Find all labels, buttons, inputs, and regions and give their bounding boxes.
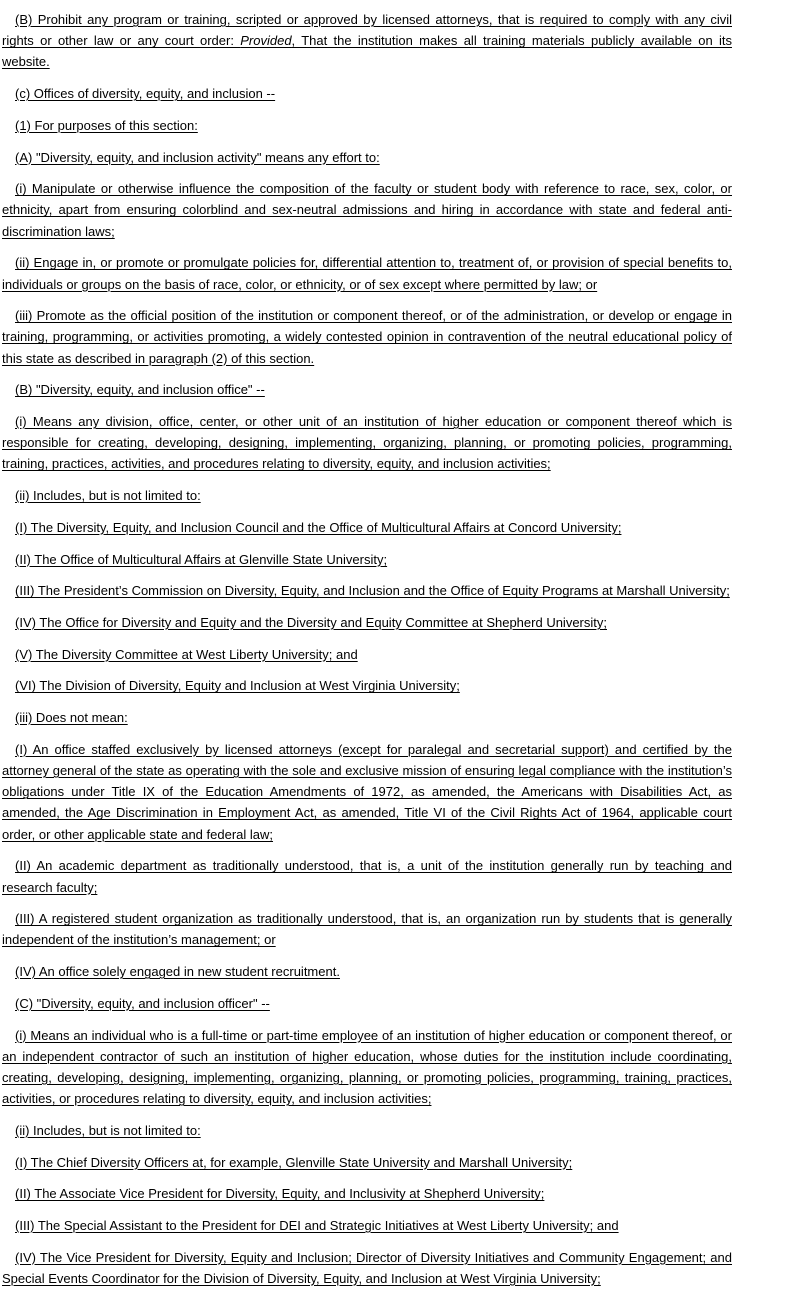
paragraph: (ii) Includes, but is not limited to: xyxy=(15,1122,201,1138)
list-item: (III) A registered student organization as traditionally understood, that is, an organization run by students that is generally independent of the institution’s management; or xyxy=(2,911,732,948)
definition-dei-activity-heading: (A) "Diversity, equity, and inclusion activity" means any effort to: xyxy=(15,149,380,165)
list-item: (IV) The Office for Diversity and Equity and the Diversity and Equity Committee at Shepherd University; xyxy=(15,614,607,630)
paragraph: (ii) Includes, but is not limited to: xyxy=(15,488,201,504)
document-page xyxy=(2,9,732,1300)
list-item: (IV) An office solely engaged in new student recruitment. xyxy=(15,964,340,980)
paragraph: (i) Means an individual who is a full-time or part-time employee of an institution of higher education or component thereof, or an independent contractor of such an institution of higher education, whose duties for the institution include coordinating, creating, developing, designing, implementing, organizing, planning, or promoting policies, programming, training, practices, activities, or procedures relating to diversity, equity, and inclusion activities; xyxy=(2,1027,732,1107)
paragraph: (ii) Engage in, or promote or promulgate policies for, differential attention to, treatment of, or provision of special benefits to, individuals or groups on the basis of race, color, or ethnicity, or of sex except where permitted by law; or xyxy=(2,255,732,292)
list-item: (I) The Diversity, Equity, and Inclusion Council and the Office of Multicultural Affairs at Concord University; xyxy=(15,519,622,535)
list-item: (VI) The Division of Diversity, Equity and Inclusion at West Virginia University; xyxy=(15,678,460,694)
list-item: (IV) The Vice President for Diversity, Equity and Inclusion; Director of Diversity Initiatives and Community Engagement; and Special Events Coordinator for the Division of Diversity, Equity, and Inclusion at West Virginia University; xyxy=(2,1249,732,1286)
definition-dei-officer-heading: (C) "Diversity, equity, and inclusion officer" -- xyxy=(15,995,270,1011)
paragraph: (iii) Does not mean: xyxy=(15,710,128,726)
list-item: (V) The Diversity Committee at West Liberty University; and xyxy=(15,646,358,662)
subsection-c-heading: (c) Offices of diversity, equity, and inclusion -- xyxy=(15,86,276,102)
paragraph: (i) Means any division, office, center, or other unit of an institution of higher education or component thereof which is responsible for creating, developing, designing, implementing, organizing, planning, or promoting policies, programming, training, practices, activities, and procedures relating to diversity, equity, and inclusion activities; xyxy=(2,414,732,472)
list-item: (I) An office staffed exclusively by licensed attorneys (except for paralegal and secretarial support) and certified by the attorney general of the state as operating with the sole and exclusive mission of ensuring legal compliance with the institution’s obligations under Title IX of the Education Amendments of 1972, as amended, the Americans with Disabilities Act, as amended, the Age Discrimination in Employment Act, as amended, Title VI of the Civil Rights Act of 1964, applicable court order, or other applicable state and federal law; xyxy=(2,741,732,842)
list-item: (I) The Chief Diversity Officers at, for example, Glenville State University and Marshall University; xyxy=(15,1154,573,1170)
paragraph-1-intro: (1) For purposes of this section: xyxy=(15,117,198,133)
paragraph-provided-clause: (B) Prohibit any program or training, scripted or approved by licensed attorneys, that is required to comply with any civil rights or other law or any court order: Provided, That the institution makes all training materials publicly available on its website. xyxy=(2,12,732,70)
list-item: (II) An academic department as traditionally understood, that is, a unit of the institution generally run by teaching and research faculty; xyxy=(2,858,732,895)
provided-italic: Provided xyxy=(240,33,292,49)
list-item: (II) The Associate Vice President for Diversity, Equity, and Inclusivity at Shepherd University; xyxy=(15,1186,545,1202)
definition-dei-office-heading: (B) "Diversity, equity, and inclusion office" -- xyxy=(15,382,265,398)
paragraph: (i) Manipulate or otherwise influence the composition of the faculty or student body with reference to race, sex, color, or ethnicity, apart from ensuring colorblind and sex-neutral admissions and hiring in accordance with state and federal anti-discrimination laws; xyxy=(2,181,732,239)
list-item: (III) The Special Assistant to the President for DEI and Strategic Initiatives at West Liberty University; and xyxy=(15,1217,619,1233)
paragraph: (iii) Promote as the official position of the institution or component thereof, or of the administration, or develop or engage in training, programming, or activities promoting, a widely contested opinion in contravention of the neutral educational policy of this state as described in paragraph (2) of this section. xyxy=(2,308,732,366)
list-item: (II) The Office of Multicultural Affairs at Glenville State University; xyxy=(15,551,388,567)
list-item: (III) The President’s Commission on Diversity, Equity, and Inclusion and the Office of Equity Programs at Marshall University; xyxy=(15,583,730,599)
